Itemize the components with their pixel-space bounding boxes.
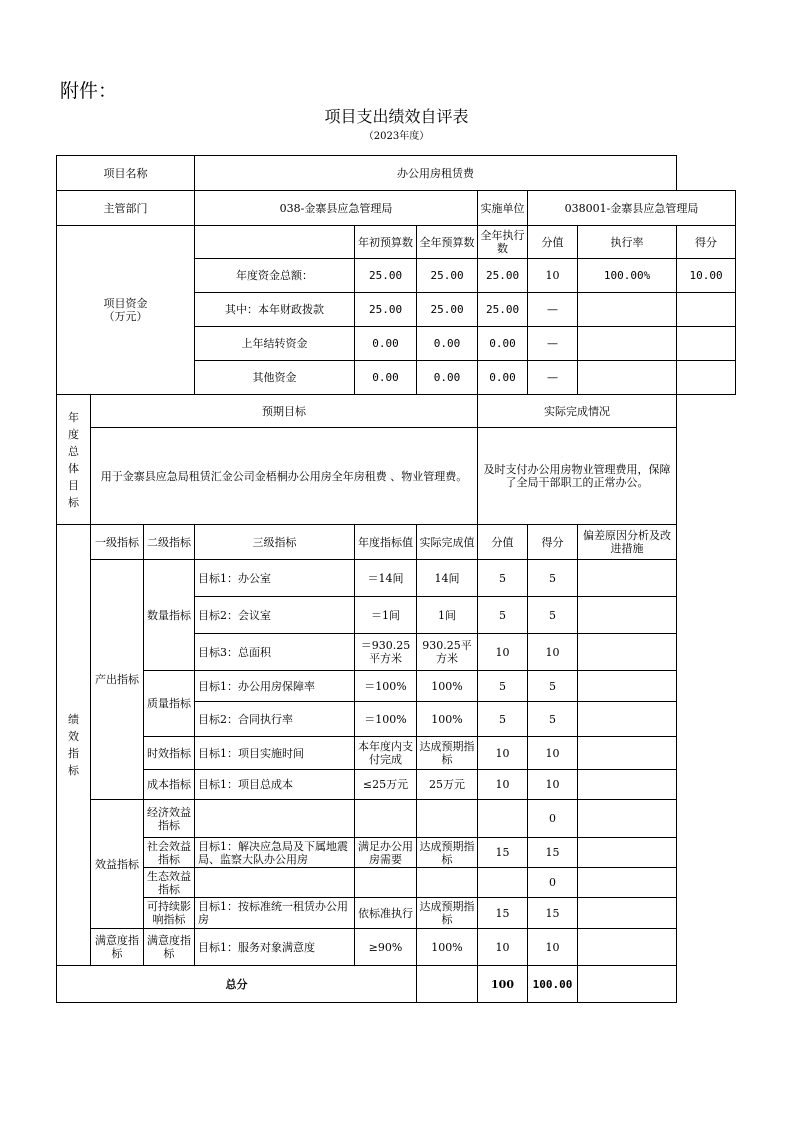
fund-rate <box>578 327 677 361</box>
indicator-value: 15 <box>478 838 528 868</box>
fund-score <box>677 361 736 395</box>
header-target: 年度指标值 <box>355 525 417 560</box>
fund-executed: 0.00 <box>478 361 528 395</box>
attachment-label: 附件： <box>60 80 118 102</box>
fund-annual: 0.00 <box>417 327 478 361</box>
department-row <box>57 191 736 226</box>
funds-header-row <box>57 226 736 259</box>
group-cost: 成本指标 <box>144 770 195 800</box>
indicator-target <box>355 800 417 838</box>
table-row <box>57 737 736 770</box>
indicator-score: 5 <box>528 597 578 634</box>
indicator-actual: 1间 <box>417 597 478 634</box>
indicator-l3: 目标1：项目总成本 <box>195 770 355 800</box>
indicator-target: ＝100% <box>355 702 417 737</box>
indicator-target: ＝930.25平方米 <box>355 634 417 671</box>
indicator-deviation <box>578 597 677 634</box>
indicator-deviation <box>578 800 677 838</box>
indicator-target: ≤25万元 <box>355 770 417 800</box>
project-name-row <box>57 156 736 191</box>
goals-actual-text: 及时支付办公用房物业管理费用，保障了全局干部职工的正常办公。 <box>478 428 677 525</box>
indicator-value: 5 <box>478 702 528 737</box>
fund-executed: 0.00 <box>478 327 528 361</box>
indicator-actual: 25万元 <box>417 770 478 800</box>
funds-header-score: 得分 <box>677 226 736 259</box>
fund-name: 其他资金 <box>195 361 355 395</box>
goals-label: 年 度 总 体 目 标 <box>57 395 91 525</box>
funds-label: 项目资金 （万元） <box>57 226 195 395</box>
performance-label: 绩 效 指 标 <box>57 525 91 966</box>
self-evaluation-table <box>56 155 736 1003</box>
indicator-l3: 目标1：服务对象满意度 <box>195 929 355 966</box>
fund-annual: 25.00 <box>417 259 478 293</box>
goals-actual-header: 实际完成情况 <box>478 395 677 428</box>
header-level2: 二级指标 <box>144 525 195 560</box>
indicator-score: 0 <box>528 868 578 898</box>
indicator-value: 5 <box>478 597 528 634</box>
indicator-target: ＝100% <box>355 671 417 702</box>
funds-header-initial: 年初预算数 <box>355 226 417 259</box>
table-row <box>57 838 736 868</box>
funds-header-score-value: 分值 <box>528 226 578 259</box>
fund-score <box>677 293 736 327</box>
indicator-actual: 100% <box>417 702 478 737</box>
fund-annual: 0.00 <box>417 361 478 395</box>
indicator-score: 15 <box>528 898 578 929</box>
fund-name: 上年结转资金 <box>195 327 355 361</box>
indicator-l3: 目标1：办公用房保障率 <box>195 671 355 702</box>
fund-score-value: — <box>528 293 578 327</box>
indicator-target: 本年度内支付完成 <box>355 737 417 770</box>
indicator-score: 5 <box>528 671 578 702</box>
header-score: 得分 <box>528 525 578 560</box>
total-label: 总分 <box>57 966 417 1003</box>
project-name-value: 办公用房租赁费 <box>195 156 677 191</box>
fund-score <box>677 327 736 361</box>
indicator-deviation <box>578 898 677 929</box>
table-row <box>57 898 736 929</box>
indicator-target: 依标准执行 <box>355 898 417 929</box>
indicator-deviation <box>578 702 677 737</box>
table-row <box>57 671 736 702</box>
indicator-actual: 达成预期指标 <box>417 737 478 770</box>
fund-rate <box>578 361 677 395</box>
indicator-actual <box>417 868 478 898</box>
indicator-l3: 目标1：项目实施时间 <box>195 737 355 770</box>
performance-header-row <box>57 525 736 560</box>
fund-rate: 100.00% <box>578 259 677 293</box>
fund-score-value: 10 <box>528 259 578 293</box>
indicator-l3 <box>195 868 355 898</box>
group-sustainable: 可持续影响指标 <box>144 898 195 929</box>
indicator-l3: 目标2：会议室 <box>195 597 355 634</box>
indicator-actual: 达成预期指标 <box>417 898 478 929</box>
indicator-value <box>478 868 528 898</box>
fund-annual: 25.00 <box>417 293 478 327</box>
fund-score-value: — <box>528 327 578 361</box>
fund-score-value: — <box>528 361 578 395</box>
group-quality: 质量指标 <box>144 671 195 737</box>
indicator-value <box>478 800 528 838</box>
fund-initial: 0.00 <box>355 361 417 395</box>
indicator-deviation <box>578 770 677 800</box>
goals-expected-header: 预期目标 <box>91 395 478 428</box>
table-row <box>57 800 736 838</box>
fund-initial: 25.00 <box>355 259 417 293</box>
fund-executed: 25.00 <box>478 293 528 327</box>
fund-score: 10.00 <box>677 259 736 293</box>
indicator-value: 5 <box>478 560 528 597</box>
indicator-score: 10 <box>528 737 578 770</box>
indicator-value: 15 <box>478 898 528 929</box>
indicator-l3 <box>195 800 355 838</box>
group-timeliness: 时效指标 <box>144 737 195 770</box>
funds-header-blank <box>195 226 355 259</box>
indicator-value: 10 <box>478 634 528 671</box>
indicator-deviation <box>578 838 677 868</box>
indicator-deviation <box>578 737 677 770</box>
indicator-actual: 100% <box>417 671 478 702</box>
indicator-deviation <box>578 868 677 898</box>
indicator-actual: 达成预期指标 <box>417 838 478 868</box>
indicator-value: 5 <box>478 671 528 702</box>
fund-executed: 25.00 <box>478 259 528 293</box>
indicator-target: 满足办公用房需要 <box>355 838 417 868</box>
fund-initial: 0.00 <box>355 327 417 361</box>
indicator-target: ＝1间 <box>355 597 417 634</box>
indicator-l3: 目标2：合同执行率 <box>195 702 355 737</box>
fund-rate <box>578 293 677 327</box>
funds-header-annual: 全年预算数 <box>417 226 478 259</box>
total-deviation <box>578 966 677 1003</box>
indicator-score: 10 <box>528 634 578 671</box>
year-label: （2023年度） <box>363 131 430 142</box>
table-row <box>57 560 736 597</box>
indicator-target: ≥90% <box>355 929 417 966</box>
goals-content-row <box>57 428 736 525</box>
group-ecological: 生态效益指标 <box>144 868 195 898</box>
goals-expected-text: 用于金寨县应急局租赁汇金公司金梧桐办公用房全年房租费 、物业管理费。 <box>91 428 478 525</box>
dept-value: 038-金寨县应急管理局 <box>195 191 478 226</box>
fund-name: 其中：本年财政拨款 <box>195 293 355 327</box>
group-economic: 经济效益指标 <box>144 800 195 838</box>
group-satisfaction: 满意度指标 <box>144 929 195 966</box>
indicator-l3: 目标1：按标准统一租赁办公用房 <box>195 898 355 929</box>
impl-value: 038001-金寨县应急管理局 <box>528 191 736 226</box>
impl-label: 实施单位 <box>478 191 528 226</box>
indicator-value: 10 <box>478 737 528 770</box>
group-quantity: 数量指标 <box>144 560 195 671</box>
indicator-score: 0 <box>528 800 578 838</box>
indicator-actual: 930.25平方米 <box>417 634 478 671</box>
header-level1: 一级指标 <box>91 525 144 560</box>
total-score: 100.00 <box>528 966 578 1003</box>
indicator-deviation <box>578 671 677 702</box>
indicator-l3: 目标1：解决应急局及下属地震局、监察大队办公用房 <box>195 838 355 868</box>
indicator-deviation <box>578 634 677 671</box>
indicator-deviation <box>578 560 677 597</box>
project-name-label: 项目名称 <box>57 156 195 191</box>
group-social: 社会效益指标 <box>144 838 195 868</box>
table-row <box>57 868 736 898</box>
indicator-score: 10 <box>528 929 578 966</box>
indicator-value: 10 <box>478 929 528 966</box>
funds-header-rate: 执行率 <box>578 226 677 259</box>
table-row <box>57 770 736 800</box>
indicator-score: 10 <box>528 770 578 800</box>
indicator-l3: 目标3：总面积 <box>195 634 355 671</box>
header-score-value: 分值 <box>478 525 528 560</box>
output-label: 产出指标 <box>91 560 144 800</box>
indicator-value: 10 <box>478 770 528 800</box>
indicator-deviation <box>578 929 677 966</box>
satisfaction-label: 满意度指标 <box>91 929 144 966</box>
table-row <box>57 929 736 966</box>
indicator-actual: 14间 <box>417 560 478 597</box>
benefit-label: 效益指标 <box>91 800 144 929</box>
fund-name: 年度资金总额： <box>195 259 355 293</box>
indicator-actual <box>417 800 478 838</box>
indicator-score: 5 <box>528 702 578 737</box>
fund-initial: 25.00 <box>355 293 417 327</box>
indicator-l3: 目标1：办公室 <box>195 560 355 597</box>
page-title: 项目支出绩效自评表 <box>324 107 469 126</box>
indicator-actual: 100% <box>417 929 478 966</box>
indicator-target <box>355 868 417 898</box>
indicator-score: 15 <box>528 838 578 868</box>
total-value: 100 <box>478 966 528 1003</box>
goals-header-row <box>57 395 736 428</box>
header-level3: 三级指标 <box>195 525 355 560</box>
indicator-score: 5 <box>528 560 578 597</box>
total-blank <box>417 966 478 1003</box>
header-deviation: 偏差原因分析及改进措施 <box>578 525 677 560</box>
funds-header-executed: 全年执行数 <box>478 226 528 259</box>
indicator-target: ＝14间 <box>355 560 417 597</box>
dept-label: 主管部门 <box>57 191 195 226</box>
total-row <box>57 966 736 1003</box>
header-actual: 实际完成值 <box>417 525 478 560</box>
